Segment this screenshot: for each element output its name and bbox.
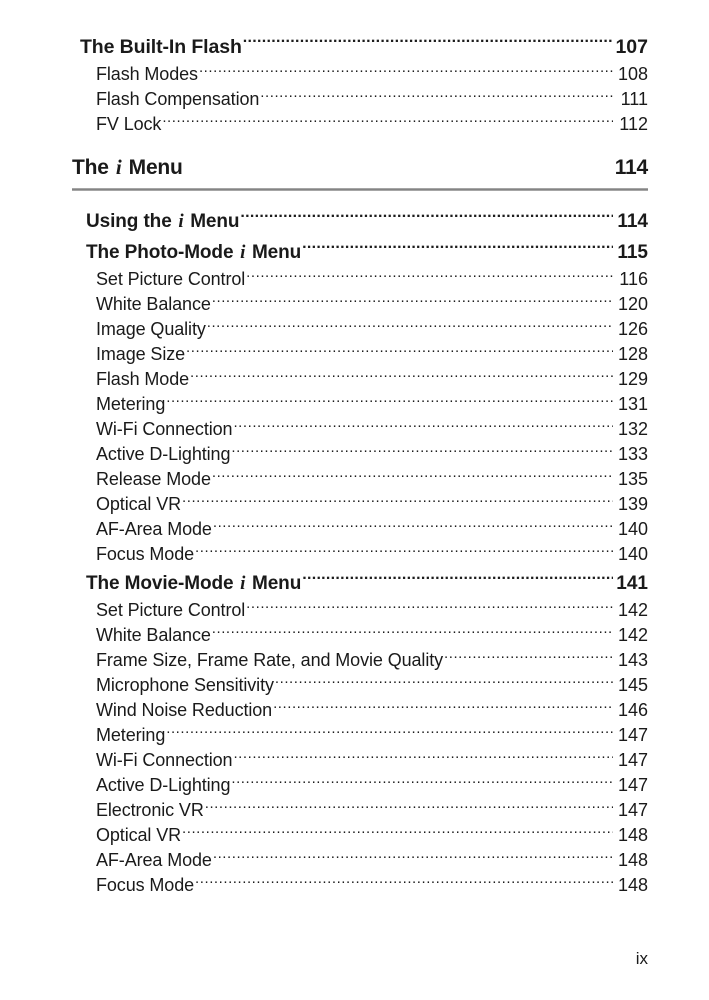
chapter-page-number: 114 [614,156,648,179]
toc-entry-page: 148 [617,825,648,845]
dot-leader [233,417,613,435]
toc-entry-set-picture-control[interactable] [96,267,648,292]
toc-entry-title: Metering [96,725,166,745]
toc-section-photo-mode-i-menu [0,238,709,567]
toc-entry-title-suffix: Menu [246,573,302,594]
toc-entry-title: Image Quality [96,319,206,339]
toc-entry-page: 132 [617,419,648,439]
toc-entry-page: 147 [617,725,648,745]
toc-entry-page: 114 [617,211,648,232]
toc-entry-fv-lock[interactable] [96,112,648,137]
dot-leader [302,239,613,258]
dot-leader [182,492,613,510]
toc-entry-page: 131 [617,394,648,414]
dot-leader [212,623,613,641]
toc-entry-page: 142 [617,625,648,645]
toc-entry-active-d-lighting[interactable] [96,442,648,467]
toc-entry-title: Flash Modes [96,64,198,84]
toc-group-built-in-flash [0,0,709,137]
chapter-title-suffix: Menu [123,156,183,179]
toc-entry-page: 112 [619,114,648,134]
toc-entry-title [86,238,301,267]
toc-entry-page: 135 [617,469,648,489]
dot-leader [195,542,613,560]
dot-leader [231,773,613,791]
toc-entry-title: Optical VR [96,494,182,514]
dot-leader [273,698,613,716]
toc-entry-page: 146 [617,700,648,720]
toc-entry-title: Release Mode [96,469,211,489]
toc-entry-metering-movie[interactable] [96,723,648,748]
toc-entry-title-prefix: The Movie-Mode [86,573,239,594]
toc-entry-optical-vr-movie[interactable] [96,823,648,848]
toc-entry-title: Flash Compensation [96,89,260,109]
dot-leader [199,62,613,80]
toc-entry-flash-compensation[interactable] [96,87,648,112]
dot-leader [166,392,613,410]
toc-entry-page: 147 [617,800,648,820]
toc-entry-title: Active D-Lighting [96,775,231,795]
dot-leader [205,798,613,816]
chapter-title-prefix: The [72,156,115,179]
toc-entry-flash-mode[interactable] [96,367,648,392]
toc-entry-page: 126 [617,319,648,339]
toc-section-using-the-i-menu [0,207,709,236]
toc-entry-title: Wi-Fi Connection [96,419,233,439]
dot-leader [213,517,613,535]
toc-entry-page: 107 [615,36,648,58]
toc-entry-title: AF-Area Mode [96,519,212,539]
toc-entry-page: 129 [617,369,648,389]
toc-entry-af-area-mode[interactable] [96,517,648,542]
dot-leader [182,823,613,841]
toc-entry-page: 120 [617,294,648,314]
toc-entry-page: 148 [617,875,648,895]
toc-entry-page: 140 [617,544,648,564]
dot-leader [212,467,613,485]
toc-section-movie-mode-i-menu [0,569,709,898]
toc-entry-title: Set Picture Control [96,600,246,620]
page-folio: ix [635,949,648,968]
toc-entry-image-size[interactable] [96,342,648,367]
toc-entry-microphone-sensitivity[interactable] [96,673,648,698]
toc-entry-page: 139 [617,494,648,514]
toc-entry-page: 142 [617,600,648,620]
i-menu-italic-glyph: i [240,242,246,263]
dot-leader [233,748,613,766]
dot-leader [190,367,613,385]
i-menu-italic-glyph: i [178,211,184,232]
toc-entry-wifi-connection-movie[interactable] [96,748,648,773]
toc-entry-title: Flash Mode [96,369,190,389]
dot-leader [166,723,613,741]
toc-entry-frame-size-rate-quality[interactable] [96,648,648,673]
toc-entry-white-balance-movie[interactable] [96,623,648,648]
chapter-heading-block [0,155,709,191]
toc-entry-title [86,207,239,236]
toc-entry-title: Frame Size, Frame Rate, and Movie Quality [96,650,444,670]
toc-entry-page: 147 [617,750,648,770]
toc-entry-release-mode[interactable] [96,467,648,492]
dot-leader [246,267,613,285]
dot-leader [260,87,613,105]
toc-entry-title: AF-Area Mode [96,850,212,870]
dot-leader [195,873,613,891]
toc-entry-wifi-connection[interactable] [96,417,648,442]
toc-entry-flash-modes[interactable] [96,62,648,87]
toc-entry-set-picture-control-movie[interactable] [96,598,648,623]
i-menu-italic-glyph: i [115,155,122,179]
chapter-divider-rule [72,188,648,191]
toc-entry-page: 140 [617,519,648,539]
toc-entry-page: 147 [617,775,648,795]
toc-entry-title: White Balance [96,294,211,314]
toc-entry-active-d-lighting-movie[interactable] [96,773,648,798]
dot-leader [207,317,613,335]
toc-entry-image-quality[interactable] [96,317,648,342]
toc-entry-page: 143 [617,650,648,670]
toc-entry-title: Image Size [96,344,186,364]
toc-entry-title: FV Lock [96,114,162,134]
i-menu-italic-glyph: i [240,573,246,594]
toc-entry-built-in-flash[interactable] [80,32,648,62]
toc-entry-optical-vr[interactable] [96,492,648,517]
toc-entry-using-the-i-menu[interactable] [86,207,648,236]
toc-entry-title-prefix: The Photo-Mode [86,242,239,263]
dot-leader [275,673,613,691]
toc-entry-page: 141 [616,573,648,594]
toc-entry-movie-mode-i-menu[interactable] [86,569,648,598]
dot-leader [243,34,613,54]
toc-entry-title-suffix: Menu [246,242,302,263]
toc-entry-title: Electronic VR [96,800,204,820]
toc-entry-title: The Built-In Flash [80,36,242,58]
toc-entry-page: 133 [617,444,648,464]
toc-entry-page: 128 [617,344,648,364]
toc-entry-title: Wi-Fi Connection [96,750,233,770]
toc-entry-title: White Balance [96,625,211,645]
toc-entry-page: 108 [617,64,648,84]
toc-entry-af-area-mode-movie[interactable] [96,848,648,873]
dot-leader [231,442,613,460]
dot-leader [246,598,613,616]
toc-entry-title-prefix: Using the [86,211,177,232]
toc-entry-metering[interactable] [96,392,648,417]
chapter-heading-i-menu[interactable] [72,155,648,180]
toc-entry-white-balance[interactable] [96,292,648,317]
toc-entry-page: 148 [617,850,648,870]
dot-leader [212,292,613,310]
dot-leader [162,112,613,130]
toc-entry-title: Optical VR [96,825,182,845]
toc-entry-focus-mode[interactable] [96,542,648,567]
toc-entry-electronic-vr[interactable] [96,798,648,823]
toc-entry-title: Wind Noise Reduction [96,700,273,720]
toc-entry-photo-mode-i-menu[interactable] [86,238,648,267]
toc-entry-title [86,569,301,598]
toc-entry-title: Focus Mode [96,544,195,564]
toc-entry-page: 145 [617,675,648,695]
toc-entry-title: Focus Mode [96,875,195,895]
toc-entry-title-suffix: Menu [185,211,240,232]
toc-entry-title: Metering [96,394,166,414]
toc-entry-title: Set Picture Control [96,269,246,289]
toc-entry-focus-mode-movie[interactable] [96,873,648,898]
toc-entry-title: Active D-Lighting [96,444,231,464]
dot-leader [302,570,613,589]
dot-leader [444,648,613,666]
dot-leader [186,342,613,360]
dot-leader [240,208,613,227]
toc-entry-title: Microphone Sensitivity [96,675,274,695]
toc-entry-page: 116 [619,269,648,289]
toc-entry-page: 115 [617,242,648,263]
chapter-title [72,155,183,180]
dot-leader [213,848,613,866]
toc-entry-wind-noise-reduction[interactable] [96,698,648,723]
toc-entry-page: 111 [620,89,648,109]
